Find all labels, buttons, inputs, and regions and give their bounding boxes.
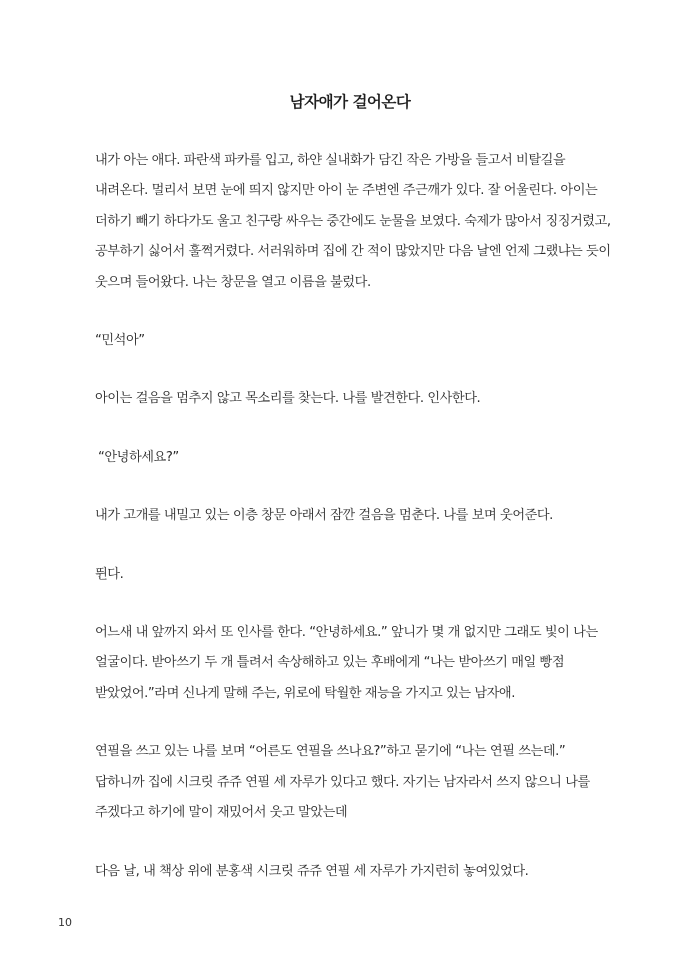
paragraph: 내가 아는 애다. 파란색 파카를 입고, 하얀 실내화가 담긴 작은 가방을 들고서 비탈길을 내려온다. 멀리서 보면 눈에 띄지 않지만 아이 눈 주변엔 주근깨가 있다. 잘 어울린다. 아이는 더하기 빼기 하다가도 울고 친구랑 싸우는 중간에도 눈물을 보였다. 숙제가 많아서 징징거렸고, 공부하기 싫어서 훌쩍거렸다. 서러워하며 집에 간 적이 많았지만 다음 날엔 언제 그랬냐는 듯이 웃으며 들어왔다. 나는 창문을 열고 이름을 불렀다. [95,153,611,290]
page-number: 10 [58,916,72,929]
paragraph: 연필을 쓰고 있는 나를 보며 “어른도 연필을 쓰나요?”하고 묻기에 “나는 연필 쓰는데.” 답하니까 집에 시크릿 쥬쥬 연필 세 자루가 있다고 했다. 자기는 남자라서 쓰지 않으니 나를 주겠다고 하기에 말이 재밌어서 웃고 말았는데 [95,744,590,821]
paragraph: 내가 고개를 내밀고 있는 이층 창문 아래서 잠깐 걸음을 멈춘다. 나를 보며 웃어준다. [95,508,553,524]
chapter-title: 남자애가 걸어온다 [289,93,411,111]
paragraph: “안녕하세요?” [98,449,179,465]
paragraph: 아이는 걸음을 멈추지 않고 목소리를 찾는다. 나를 발견한다. 인사한다. [95,391,481,407]
paragraph: “민석아” [95,333,145,349]
paragraph: 다음 날, 내 책상 위에 분홍색 시크릿 쥬쥬 연필 세 자루가 가지런히 놓여있었다. [95,863,529,879]
paragraph: 뛴다. [95,566,124,582]
chapter-body [95,146,615,915]
paragraph: 어느새 내 앞까지 와서 또 인사를 한다. “안녕하세요.” 앞니가 몇 개 없지만 그래도 빛이 나는 얼굴이다. 받아쓰기 두 개 틀려서 속상해하고 있는 후배에게 “나는 받아쓰기 매일 빵점 받았었어.”라며 신나게 말해 주는, 위로에 탁월한 재능을 가지고 있는 남자애. [95,625,598,701]
